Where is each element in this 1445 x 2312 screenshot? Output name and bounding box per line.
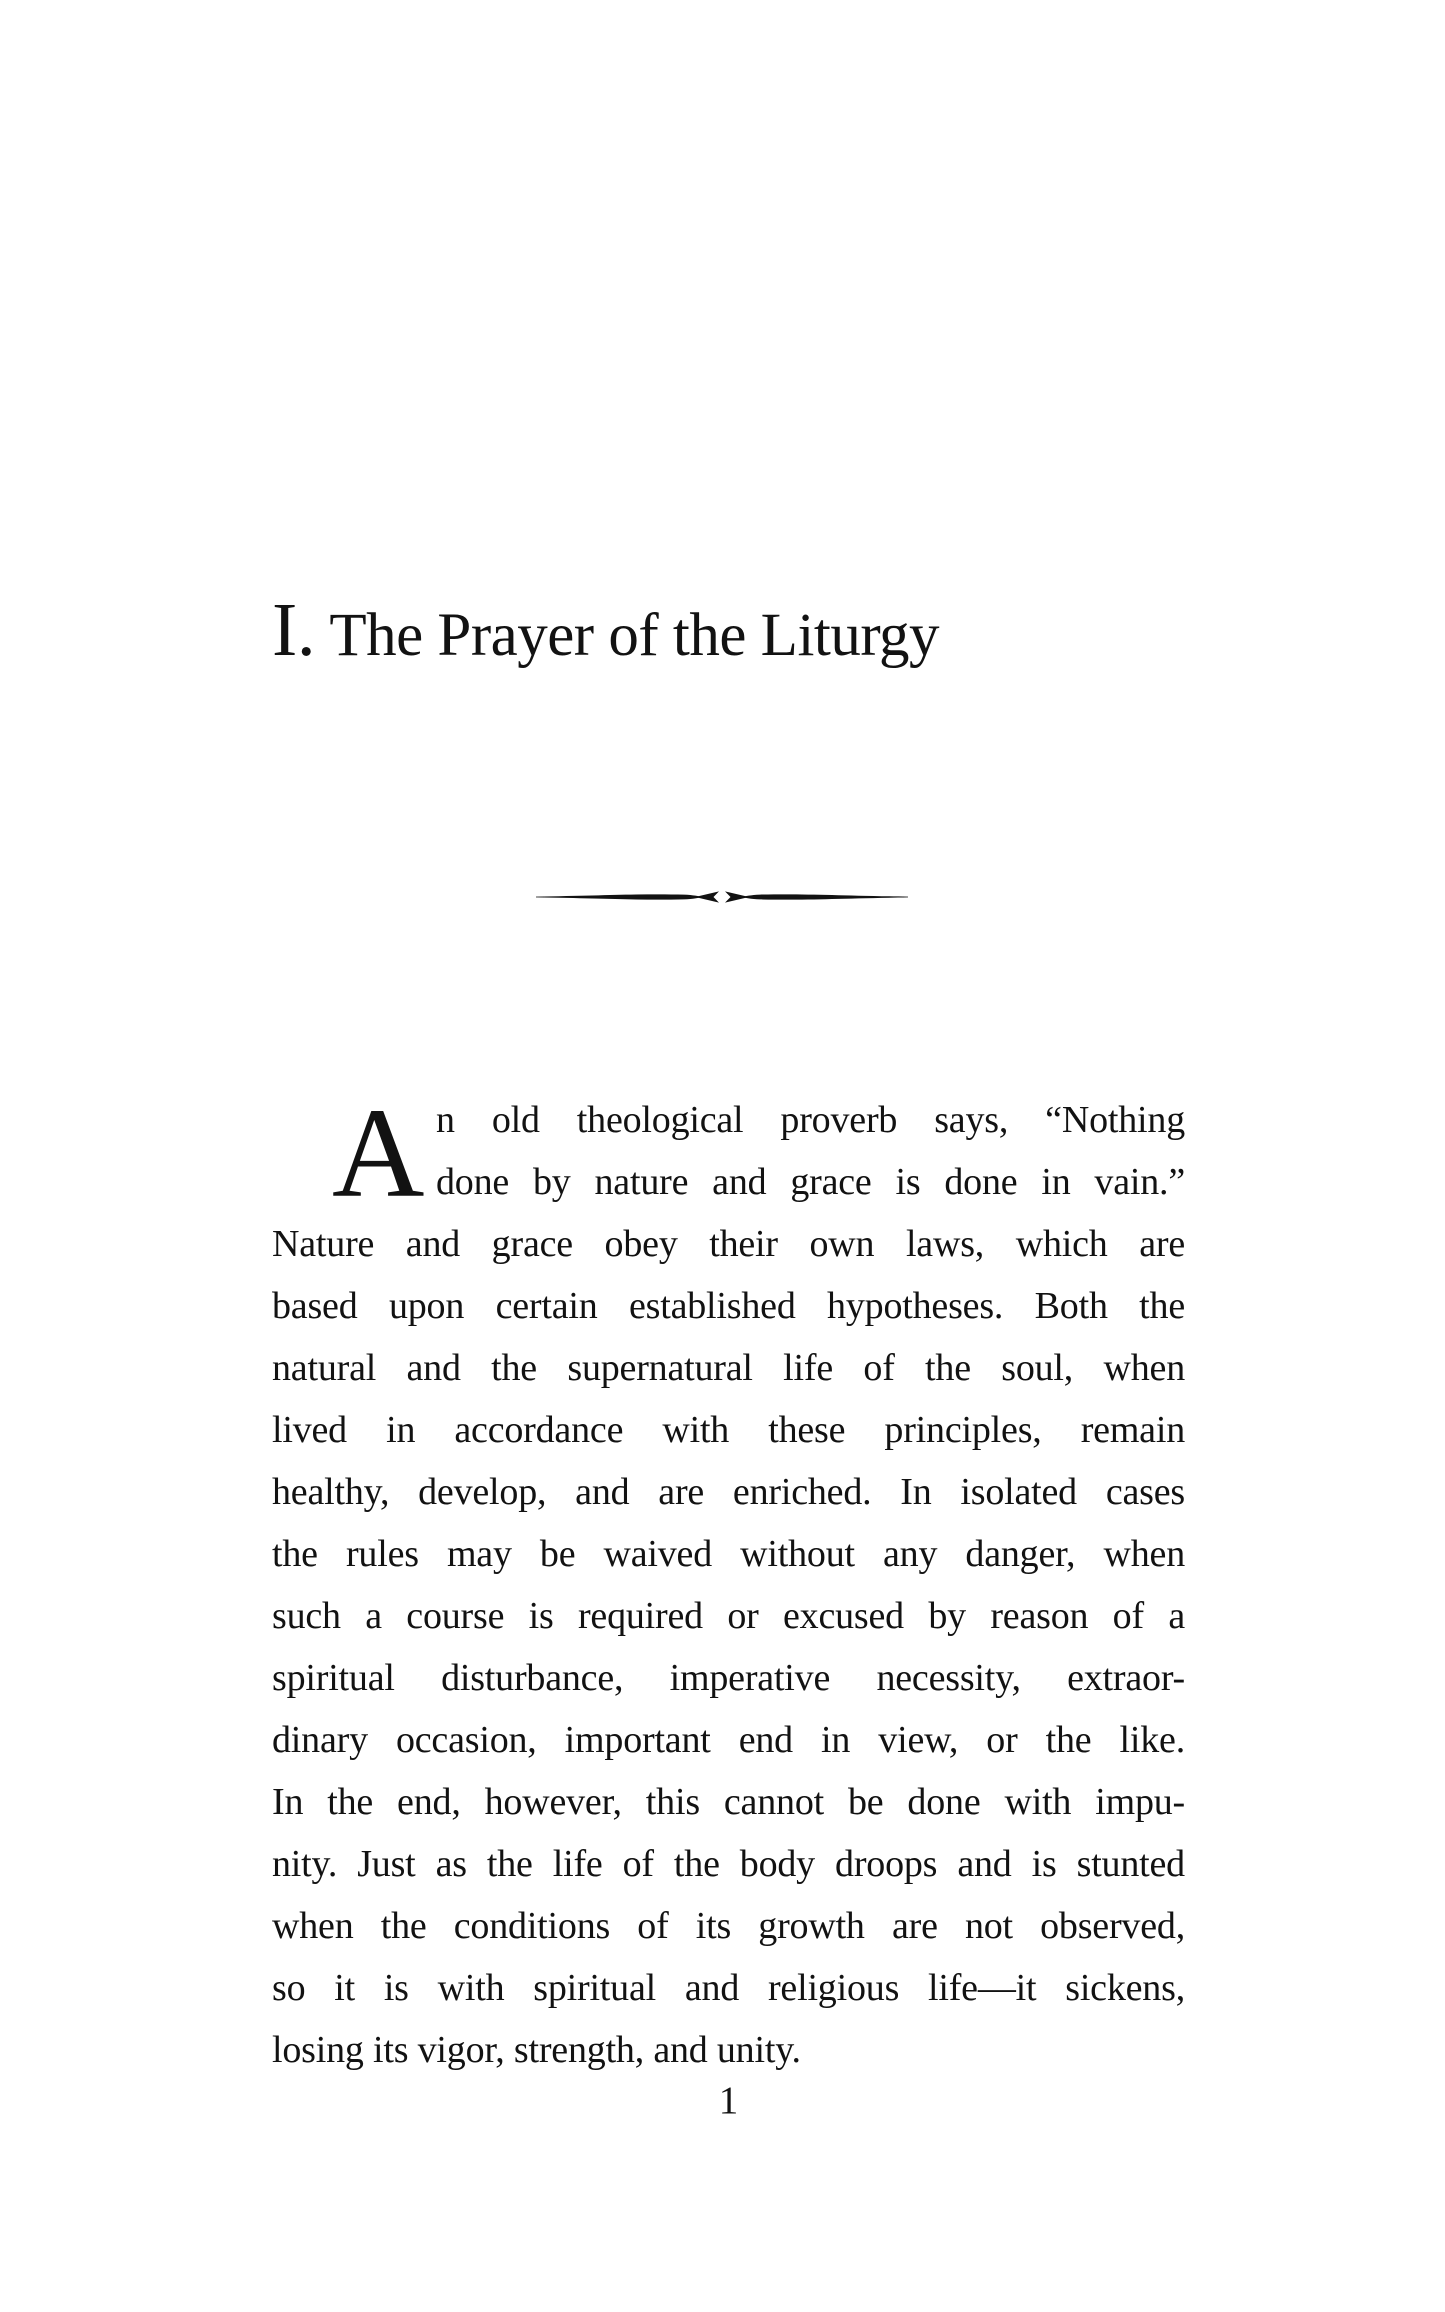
text-line-3: Nature and grace obey their own laws, which are: [272, 1223, 1185, 1265]
text-line-7: healthy, develop, and are enriched. In isolated cases: [272, 1471, 1185, 1513]
text-line-5: natural and the supernatural life of the soul, when: [272, 1347, 1185, 1389]
text-line-1: n old theological proverb says, “Nothing: [436, 1099, 1185, 1141]
text-line-14: when the conditions of its growth are not observed,: [272, 1905, 1185, 1947]
text-line-4: based upon certain established hypotheses. Both the: [272, 1285, 1185, 1327]
chapter-title-text: The Prayer of the Liturgy: [329, 602, 940, 669]
text-line-8: the rules may be waived without any danger, when: [272, 1533, 1185, 1575]
text-line-10: spiritual disturbance, imperative necessity, extraor-: [272, 1657, 1185, 1699]
text-line-12: In the end, however, this cannot be done with impu-: [272, 1781, 1185, 1823]
chapter-title: [272, 588, 940, 672]
paragraph-lines: [272, 1082, 1185, 2081]
text-line-9: such a course is required or excused by reason of a: [272, 1595, 1185, 1637]
drop-cap: [272, 1082, 436, 1224]
divider-ornament-icon: [536, 889, 908, 905]
text-line-6: lived in accordance with these principles, remain: [272, 1409, 1185, 1451]
page-number: 1: [718, 2079, 739, 2122]
text-line-15: so it is with spiritual and religious life—it sickens,: [272, 1967, 1185, 2009]
text-line-16: losing its vigor, strength, and unity.: [272, 2029, 801, 2071]
paragraph: [272, 1082, 1185, 2081]
chapter-number: I.: [272, 588, 316, 672]
text-line-2: done by nature and grace is done in vain.”: [436, 1161, 1185, 1203]
drop-cap-letter: A: [332, 1082, 425, 1224]
text-line-13: nity. Just as the life of the body droops and is stunted: [272, 1843, 1185, 1885]
text-line-11: dinary occasion, important end in view, or the like.: [272, 1719, 1185, 1761]
